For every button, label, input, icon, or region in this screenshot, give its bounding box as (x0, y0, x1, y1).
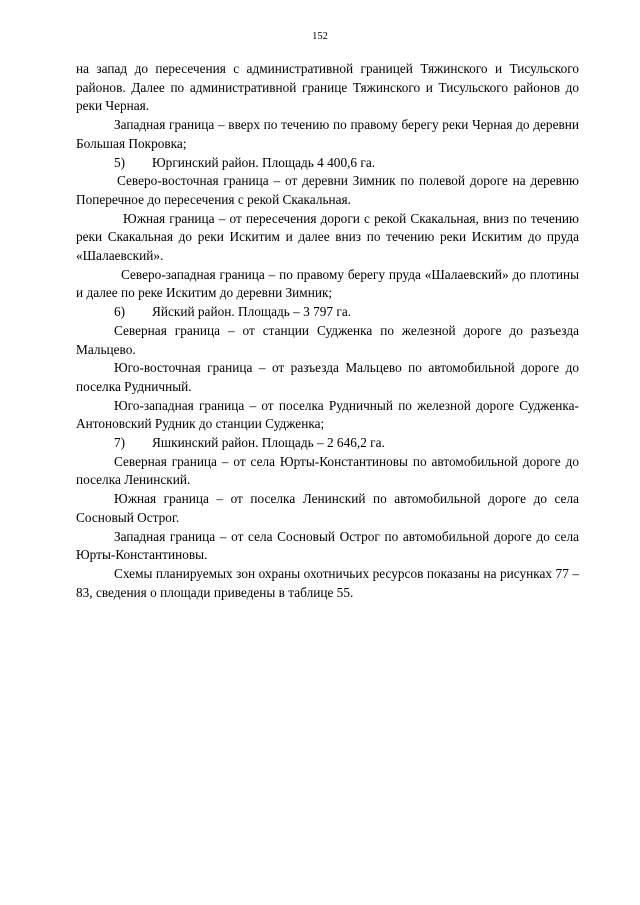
list-item-number: 5) (114, 154, 126, 170)
paragraph: Южная граница – от поселка Ленинский по автомобильной дороге до села Сосновый Острог. (76, 491, 579, 525)
list-item-text: Юргинский район. Площадь 4 400,6 га. (152, 154, 376, 170)
list-item (76, 154, 579, 173)
paragraph: Северо-восточная граница – от деревни Зимник по полевой дороге на деревню Поперечное до пересечения с рекой Скакальная. (76, 173, 579, 207)
paragraph: на запад до пересечения с административной границей Тяжинского и Тисульского районов. Далее по административной границе Тяжинского и Тисульского районов до реки Черная. (76, 61, 579, 114)
list-item (76, 434, 579, 453)
paragraph: Схемы планируемых зон охраны охотничьих ресурсов показаны на рисунках 77 – 83, сведения о площади приведены в таблице 55. (76, 565, 579, 600)
document-body (76, 60, 579, 602)
list-item (76, 303, 579, 322)
paragraph: Южная граница – от пересечения дороги с рекой Скакальная, вниз по течению реки Скакальная до реки Искитим и далее вниз по течению реки Искитим до пруда «Шалаевский». (76, 210, 579, 264)
paragraph: Северная граница – от станции Судженка по железной дороге до разъезда Мальцево. (76, 322, 579, 357)
paragraph: Юго-западная граница – от поселка Рудничный по железной дороге Судженка-Антоновский Рудник до станции Судженка; (76, 397, 579, 432)
list-item-text: Яйский район. Площадь – 3 797 га. (152, 304, 352, 320)
list-item-number: 7) (114, 435, 126, 451)
paragraph: Западная граница – от села Сосновый Острог по автомобильной дороге до села Юрты-Константиновы. (76, 528, 579, 563)
list-item-text: Яшкинский район. Площадь – 2 646,2 га. (152, 435, 385, 451)
page-number: 152 (312, 31, 328, 42)
paragraph: Западная граница – вверх по течению по правому берегу реки Черная до деревни Большая Покровка; (76, 117, 579, 151)
paragraph: Северо-западная граница – по правому берегу пруда «Шалаевский» до плотины и далее по реке Искитим до деревни Зимник; (76, 266, 579, 301)
paragraph: Северная граница – от села Юрты-Константиновы по автомобильной дороге до поселка Ленинский. (76, 453, 579, 488)
list-item-number: 6) (114, 304, 126, 320)
paragraph: Юго-восточная граница – от разъезда Мальцево по автомобильной дороге до поселка Рудничный. (76, 360, 579, 394)
